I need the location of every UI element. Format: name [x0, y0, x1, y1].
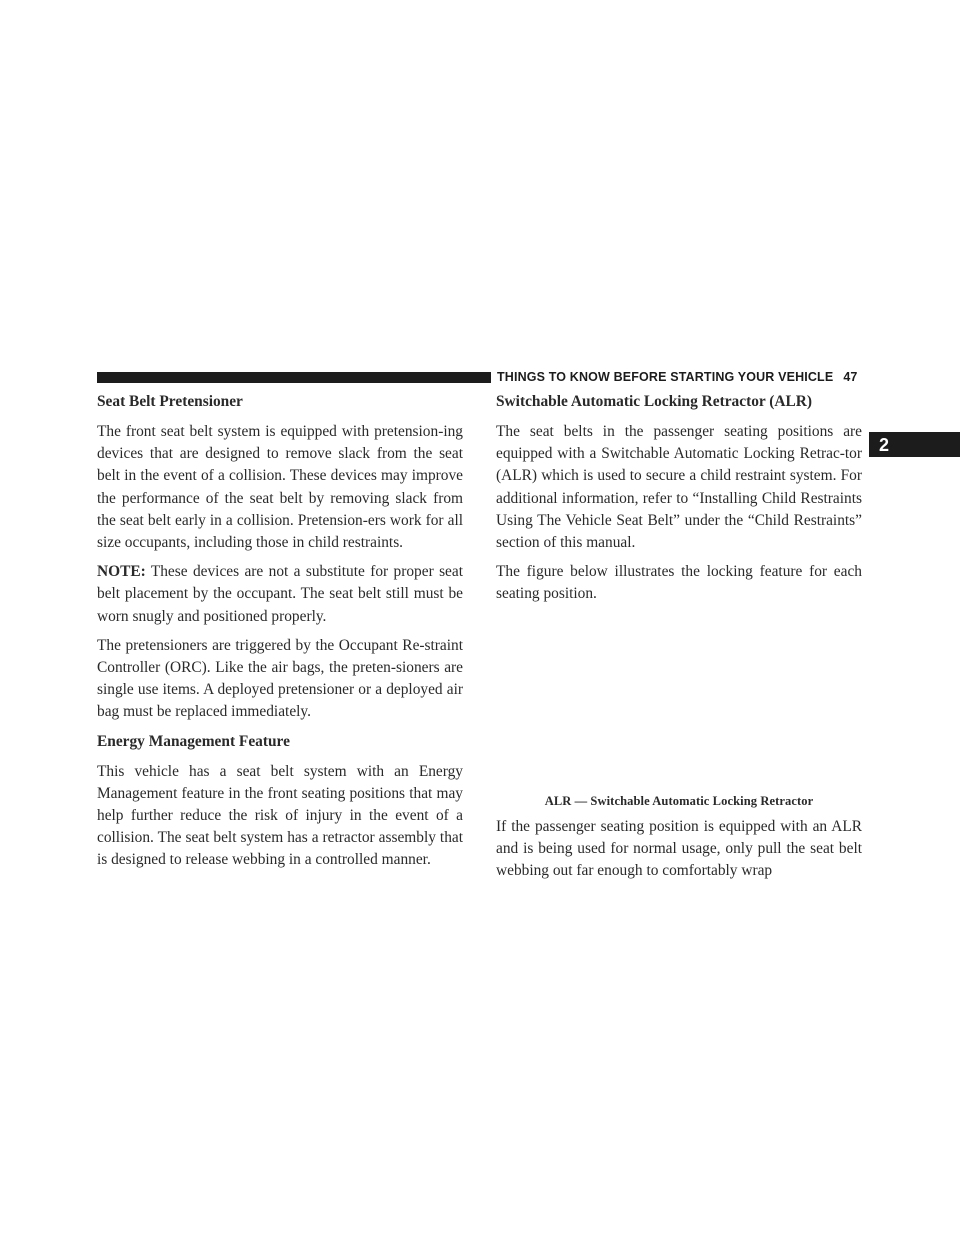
left-column	[97, 391, 463, 879]
section-heading-energy-management: Energy Management Feature	[97, 732, 290, 750]
paragraph-pretensioner-intro: The front seat belt system is equipped with pretension-ing devices that are designed to remove slack from the seat belt in the event of a collision. These devices may improve the performance of the seat belt by removing slack from the seat belt early in a collision. Pretension-ers work for all size occupants, including those in child restraints.	[97, 423, 463, 552]
section-heading-seat-belt-pretensioner: Seat Belt Pretensioner	[97, 393, 243, 410]
header-title: THINGS TO KNOW BEFORE STARTING YOUR VEHICLE	[497, 370, 834, 384]
paragraph-pretensioner-trigger: The pretensioners are triggered by the Occupant Re-straint Controller (ORC). Like the air bags, the preten-sioners are single use items. A deployed pretensioner or a deployed air bag must be replaced immediately.	[97, 636, 463, 721]
note-text: These devices are not a substitute for proper seat belt placement by the occupant. The seat belt still must be worn snugly and positioned properly.	[97, 563, 463, 625]
section-heading-alr: Switchable Automatic Locking Retractor (ALR)	[496, 393, 813, 410]
note-paragraph	[97, 561, 463, 628]
paragraph-alr-intro: The seat belts in the passenger seating positions are equipped with a Switchable Automatic Locking Retrac-tor (ALR) which is used to secure a child restraint system. For additional information, refer to “Installing Child Restraints Using The Vehicle Seat Belt” under the “Child Restraints” section of this manual.	[496, 423, 862, 552]
figure-placeholder	[496, 613, 862, 793]
page-number: 47	[843, 370, 858, 384]
paragraph-figure-intro: The figure below illustrates the locking feature for each seating position.	[496, 563, 862, 603]
chapter-number: 2	[879, 435, 890, 455]
right-column	[496, 391, 862, 889]
header-rule	[97, 372, 491, 383]
figure-caption: ALR — Switchable Automatic Locking Retractor	[544, 793, 814, 808]
running-header	[497, 369, 858, 385]
paragraph-alr-usage: If the passenger seating position is equipped with an ALR and is being used for normal usage, only pull the seat belt webbing out far enough to comfortably wrap	[496, 817, 862, 880]
note-label: NOTE:	[97, 563, 146, 581]
paragraph-energy-management: This vehicle has a seat belt system with an Energy Management feature in the front seating positions that may help further reduce the risk of injury in the event of a collision. The seat belt system has a retractor assembly that is designed to release webbing in a controlled manner.	[97, 762, 463, 869]
chapter-tab	[869, 432, 960, 457]
